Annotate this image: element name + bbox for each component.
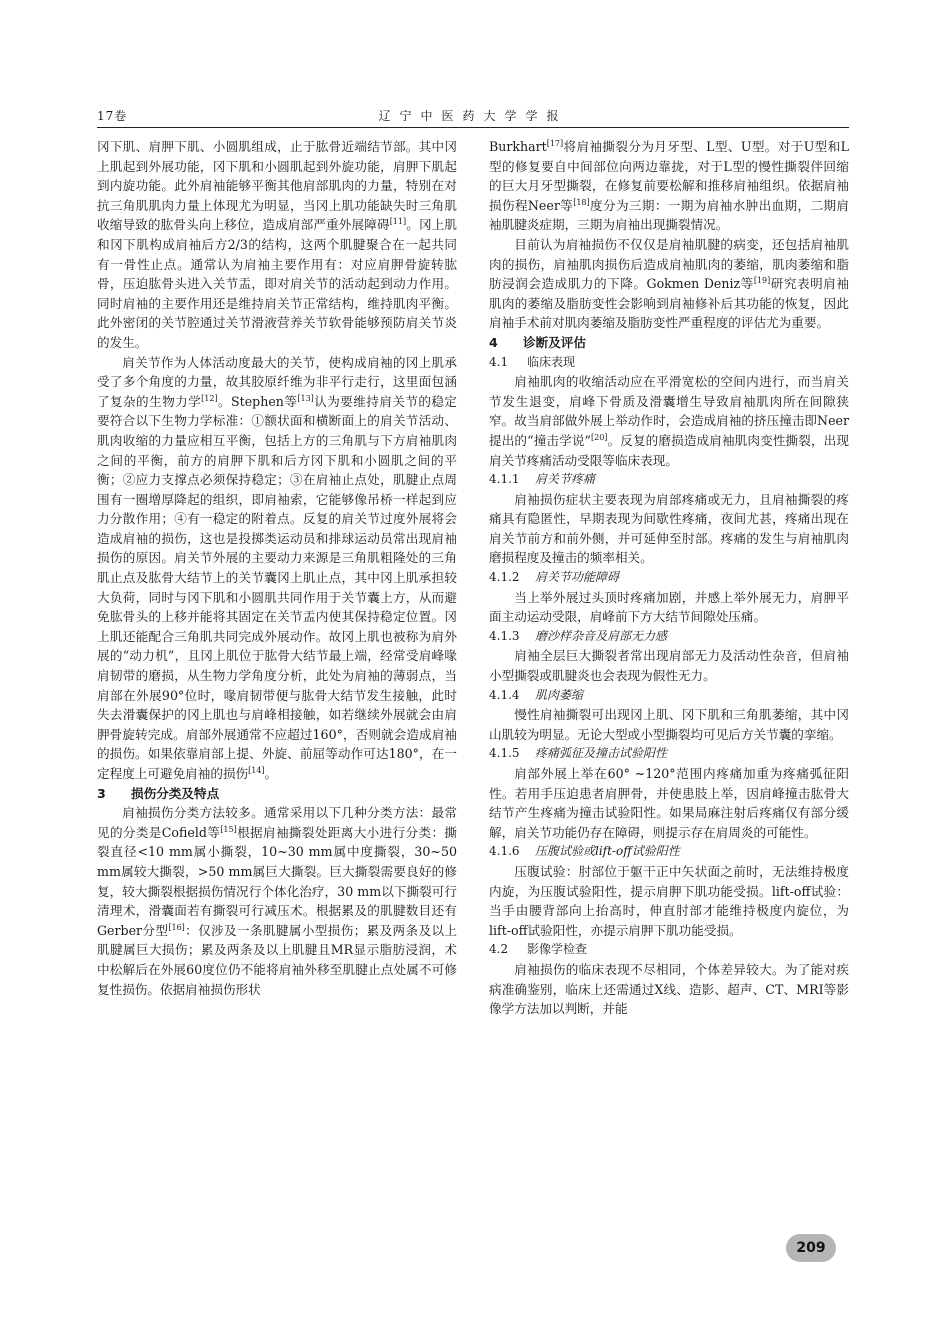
page-number-badge: 209 [786, 1234, 836, 1262]
subsection-heading: 4.1 临床表现 [489, 354, 576, 369]
section-heading: 4 诊断及评估 [489, 334, 586, 350]
running-header [97, 105, 849, 128]
paragraph: 冈下肌、肩胛下肌、小圆肌组成，止于肱骨近端结节部。其中冈上肌起到外展功能，冈下肌和小圆肌起到外旋功能，肩胛下肌起到内旋功能。此外肩袖能够平衡其他肩部肌肉的力量，特别在对抗三角肌肌肉力量上体现尤为明显，当冈上肌功能缺失时三角肌收缩导致的肱骨头向上移位，造成肩部严重外展障碍[11]。冈上肌和冈下肌构成肩袖后方2/3的结构，这两个肌腱聚合在一起共同有一骨性止点。通常认为肩袖主要作用有：对应肩胛骨旋转肱骨，压迫肱骨头进入关节盂，即对肩关节的活动起到动力作用。同时肩袖的主要作用还是维持肩关节正常结构，维持肌肉平衡。此外密闭的关节腔通过关节滑液营养关节软骨能够预防肩关节炎的发生。 [97, 139, 458, 350]
subsection-heading: 4.2 影像学检查 [489, 942, 588, 957]
paragraph: 肩部外展上举在60° ~120°范围内疼痛加重为疼痛弧征阳性。若用手压迫患者肩胛骨，并使患肢上举，因肩峰撞击肱骨大结节产生疼痛为撞击试验阳性。如果局麻注射后疼痛仅有部分缓解，肩关节功能仍存在障碍，则提示存在肩周炎的可能性。 [489, 766, 849, 840]
paragraph: 肩袖损伤症状主要表现为肩部疼痛或无力，且肩袖撕裂的疼痛具有隐匿性，早期表现为间歇性疼痛，夜间尤甚，疼痛出现在肩关节前方和前外侧，并可延伸至肘部。疼痛的发生与肩袖肌肉磨损程度及撞击的频率相关。 [489, 491, 849, 566]
right-column [489, 137, 849, 1019]
subsubsection-heading: 4.1.4 肌肉萎缩 [489, 687, 584, 702]
paragraph: 慢性肩袖撕裂可出现冈上肌、冈下肌和三角肌萎缩，其中冈山肌较为明显。无论大型或小型撕裂均可见后方关节囊的挛缩。 [489, 707, 849, 742]
subsubsection-heading: 4.1.5 疼痛弧征及撞击试验阳性 [489, 746, 668, 761]
paragraph: 肩袖全层巨大撕裂者常出现肩部无力及活动性杂音，但肩袖小型撕裂或肌腱炎也会表现为假性无力。 [489, 648, 849, 684]
subsubsection-heading: 4.1.1 肩关节疼痛 [489, 472, 596, 487]
journal-title: 辽宁中医药大学学报 [378, 109, 568, 123]
volume-label: 17卷 [97, 109, 128, 123]
paragraph: 肩袖损伤分类方法较多。通常采用以下几种分类方法：最常见的分类是Cofield等[15]根据肩袖撕裂处距离大小进行分类：撕裂直径<10 mm属小撕裂，10~30 mm属中度撕裂，30~50 mm属较大撕裂，>50 mm属巨大撕裂。巨大撕裂需要良好的修复，较大撕裂根据损伤情况行个体化治疗，30 mm以下撕裂可行清理术，滑囊面若有撕裂可行减压术。根据累及的肌腱数目还有Gerber分型[16]：仅涉及一条肌腱属小型损伤；累及两条及以上肌腱属巨大损伤；累及两条及以上肌腱且MR显示脂肪浸润，术中松解后在外展60度位仍不能将肩袖外移至肌腱止点处属不可修复性损伤。依据肩袖损伤形状 [97, 805, 458, 997]
left-column [97, 137, 457, 999]
paragraph: 目前认为肩袖损伤不仅仅是肩袖肌腱的病变，还包括肩袖肌肉的损伤，肩袖肌肉损伤后造成肩袖肌肉的萎缩，肌肉萎缩和脂肪浸润会造成肌力的下降。Gokmen Deniz等[19]研究表明肩袖肌肉的萎缩及脂肪变性会影响到肩袖修补后其功能的恢复，因此肩袖手术前对肌肉萎缩及脂肪变性严重程度的评估尤为重要。 [489, 236, 850, 331]
paragraph: 当上举外展过头顶时疼痛加剧，并感上举外展无力，肩胛平面主动运动受限，肩峰前下方大结节间隙处压痛。 [489, 589, 849, 625]
section-heading: 3 损伤分类及特点 [97, 785, 220, 801]
paragraph: 压腹试验：肘部位于躯干正中矢状面之前时，无法维持极度内旋，为压腹试验阳性，提示肩胛下肌功能受损。lift-off试验：当手由腰背部向上抬高时，伸直肘部才能维持极度内旋位，为lift-off试验阳性，亦提示肩胛下肌功能受损。 [489, 863, 849, 938]
paragraph: Burkhart[17]将肩袖撕裂分为月牙型、L型、U型。对于U型和L型的修复要自中间部位向两边靠拢，对于L型的慢性撕裂伴回缩的巨大月牙型撕裂，在修复前要松解和推移肩袖组织。依据肩袖损伤程Neer等[18]度分为三期：一期为肩袖水肿出血期，二期肩袖肌腱炎症期，三期为肩袖出现撕裂情况。 [489, 138, 849, 233]
paragraph: 肩关节作为人体活动度最大的关节，使构成肩袖的冈上肌承受了多个角度的力量，故其胶原纤维为非平行走行，这里面包涵了复杂的生物力学[12]。Stephen等[13]认为要维持肩关节的稳定要符合以下生物力学标准：①额状面和横断面上的肩关节活动、肌肉收缩的力量应相互平衡，包括上方的三角肌与下方肩袖肌肉之间的平衡，前方的肩胛下肌和后方冈下肌和小圆肌之间的平衡；②应力支撑点必须保持稳定；③在肩袖止点处，肌腱止点周围有一圈增厚降起的组织，即肩袖索，它能够像吊桥一样起到应力分散作用；④有一稳定的附着点。反复的肩关节过度外展将会造成肩袖的损伤，这也是投掷类运动员和排球运动员常出现肩袖损伤的原因。肩关节外展的主要动力来源是三角肌粗隆处的三角肌止点及肱骨大结节上的关节囊冈上肌止点，其中冈上肌承担较大负荷，同时与冈下肌和小圆肌共同作用于关节囊上方，从而避免肱骨头的上移并能将其固定在关节盂内使其保持稳定位置。冈上肌还能配合三角肌共同完成外展动作。故冈上肌也被称为肩外展的“动力机”，且冈上肌位于肱骨大结节最上端，经常受肩峰喙肩韧带的磨损，从生物力学角度分析，此处为肩袖的薄弱点，当肩部在外展90°位时，喙肩韧带便与肱骨大结节发生接触，此时失去滑囊保护的冈上肌也与肩峰相接触，如若继续外展就会由肩胛骨旋转完成。肩部外展通常不应超过160°，否则就会造成肩袖的损伤。如果依靠肩部上提、外旋、前屈等动作可达180°，在一定程度上可避免肩袖的损伤[14]。 [97, 354, 458, 781]
subsubsection-heading: 4.1.2 肩关节功能障碍 [489, 570, 620, 585]
paragraph: 肩袖肌肉的收缩活动应在平滑宽松的空间内进行，而当肩关节发生退变，肩峰下骨质及滑囊增生导致肩袖肌肉所在间隙狭窄。故当肩部做外展上举动作时，会造成肩袖的挤压撞击即Neer提出的“撞击学说”[20]。反复的磨损造成肩袖肌肉变性撕裂，出现肩关节疼痛活动受限等临床表现。 [489, 374, 849, 468]
subsubsection-heading: 4.1.3 磨沙样杂音及肩部无力感 [489, 628, 668, 643]
paragraph: 肩袖损伤的临床表现不尽相同，个体差异较大。为了能对疾病准确鉴别，临床上还需通过X线、造影、超声、CT、MRI等影像学方法加以判断，并能 [489, 961, 849, 1017]
subsubsection-heading: 4.1.6 压腹试验或lift-off试验阳性 [489, 844, 680, 859]
